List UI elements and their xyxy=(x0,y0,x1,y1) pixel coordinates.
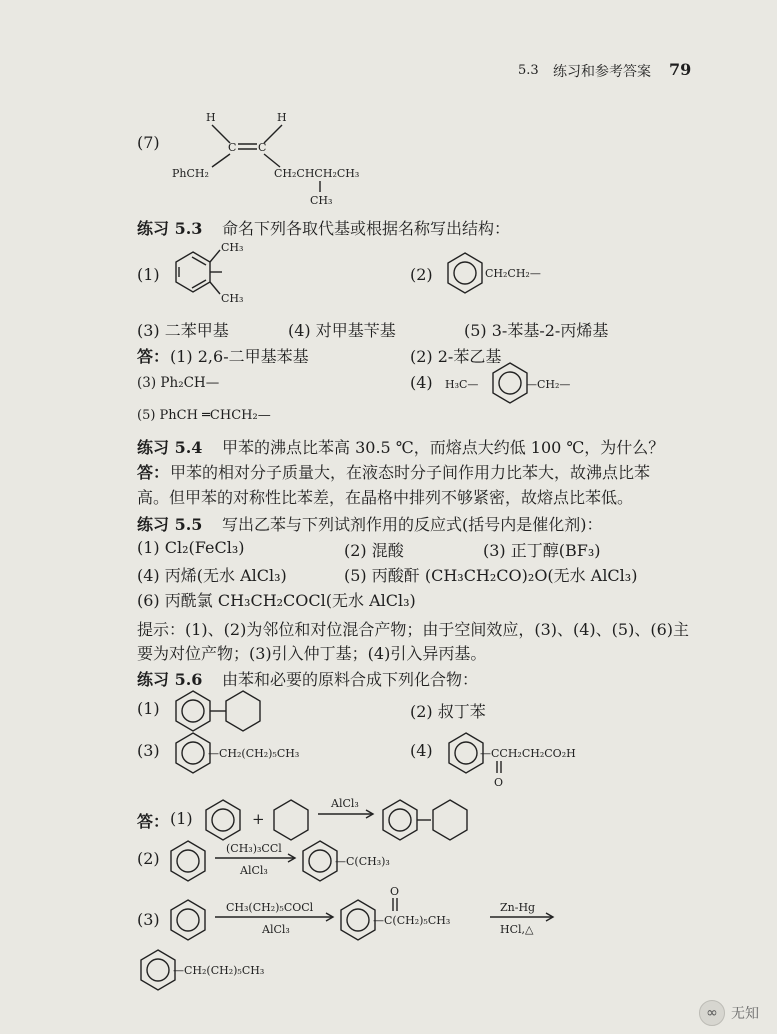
page-number: 79 xyxy=(669,60,692,79)
watermark-logo-icon: ∞ xyxy=(699,1000,725,1026)
ex55-r4: (4) 丙烯(无水 AlCl₃) xyxy=(137,566,287,585)
ex56-a1-plus: + xyxy=(252,810,265,828)
ex55-r3: (3) 正丁醇(BF₃) xyxy=(483,541,601,560)
ex53-q1-me-top: CH₃ xyxy=(221,241,244,254)
ex55-r2: (2) 混酸 xyxy=(344,541,404,560)
ex56-a3-product: —C(CH₂)₅CH₃ xyxy=(373,914,451,927)
ex56-prompt: 由苯和必要的原料合成下列化合物： xyxy=(222,670,479,689)
item7-phch2: PhCH₂ xyxy=(172,167,209,180)
item7-h-left: H xyxy=(206,111,216,124)
ex56-a3-reagent-bot: AlCl₃ xyxy=(262,923,290,936)
item7-label: (7) xyxy=(137,133,160,152)
ex56-q4-chain: —CCH₂CH₂CO₂H xyxy=(480,747,576,760)
ex56-a2-label: (2) xyxy=(137,849,160,868)
ex53-prompt: 命名下列各取代基或根据名称写出结构： xyxy=(222,219,511,238)
ex56-a3-reagent2-bot: HCl,△ xyxy=(500,923,534,936)
ex56-q3-label: (3) xyxy=(137,741,160,760)
item7-chain: CH₂CHCH₂CH₃ xyxy=(274,167,360,180)
ex53-q1-label: (1) xyxy=(137,265,160,284)
ex54-answer-line1: 甲苯的相对分子质量大，在液态时分子间作用力比苯大，故沸点比苯 xyxy=(170,463,651,482)
ex56-a2-reagent-top: (CH₃)₃CCl xyxy=(226,842,282,855)
ex53-a1: (1) 2,6-二甲基苯基 xyxy=(170,347,309,366)
ex55-title: 练习 5.5 xyxy=(137,515,203,534)
ex56-a1-reagent: AlCl₃ xyxy=(331,797,359,810)
ex56-a3-oxygen: O xyxy=(390,885,400,898)
ex56-q2: (2) 叔丁苯 xyxy=(410,702,486,721)
ex56-a3-reagent-top: CH₃(CH₂)₅COCl xyxy=(226,901,314,914)
ex55-r5: (5) 丙酸酐 (CH₃CH₂CO)₂O(无水 AlCl₃) xyxy=(344,566,638,585)
ex53-q3: (3) 二苯甲基 xyxy=(137,321,229,340)
ex56-a2-product: —C(CH₃)₃ xyxy=(335,855,390,868)
ex53-q1-me-bot: CH₃ xyxy=(221,292,244,305)
ex56-q3-chain: —CH₂(CH₂)₅CH₃ xyxy=(208,747,300,760)
item7-h-right: H xyxy=(277,111,287,124)
item7-c1: C xyxy=(228,141,237,154)
ex55-r1: (1) Cl₂(FeCl₃) xyxy=(137,538,245,557)
ex53-a3: (3) Ph₂CH— xyxy=(137,375,220,391)
ex56-a2-reagent-bot: AlCl₃ xyxy=(240,864,268,877)
ex53-q2-label: (2) xyxy=(410,265,433,284)
ex53-q4: (4) 对甲基苄基 xyxy=(288,321,396,340)
running-title: 练习和参考答案 xyxy=(553,64,651,80)
ex56-a3-label: (3) xyxy=(137,910,160,929)
ex53-answer-label: 答： xyxy=(137,347,170,366)
ex53-a4-left: H₃C— xyxy=(445,378,479,391)
ex55-prompt: 写出乙苯与下列试剂作用的反应式(括号内是催化剂)： xyxy=(222,515,603,534)
ex53-a4-label: (4) xyxy=(410,373,433,392)
item7-c2: C xyxy=(258,141,267,154)
ex55-r6: (6) 丙酰氯 CH₃CH₂COCl(无水 AlCl₃) xyxy=(137,591,416,610)
ex53-a5: (5) PhCH ═CHCH₂— xyxy=(137,408,271,423)
ex56-q4-label: (4) xyxy=(410,741,433,760)
watermark xyxy=(699,1000,759,1026)
item7-branch: CH₃ xyxy=(310,194,333,207)
section-number: 5.3 xyxy=(518,63,539,78)
ex53-a2: (2) 2-苯乙基 xyxy=(410,347,502,366)
ex53-q2-chain: CH₂CH₂— xyxy=(485,267,541,280)
ex56-q1-label: (1) xyxy=(137,699,160,718)
ex54-title: 练习 5.4 xyxy=(137,438,203,457)
ex53-a4-right: —CH₂— xyxy=(526,378,571,391)
watermark-text: 无知 xyxy=(731,1006,759,1022)
ex55-hint-line1: 提示：(1)、(2)为邻位和对位混合产物；由于空间效应，(3)、(4)、(5)、(6)主 xyxy=(137,620,689,639)
ex54-prompt: 甲苯的沸点比苯高 30.5 ℃，而熔点大约低 100 ℃，为什么？ xyxy=(222,438,665,457)
ex56-a1-label: (1) xyxy=(170,809,193,828)
ex54-answer-label: 答： xyxy=(137,463,170,482)
ex53-title: 练习 5.3 xyxy=(137,219,203,238)
ex56-a3-final: —CH₂(CH₂)₅CH₃ xyxy=(173,964,265,977)
ex56-q4-oxygen: O xyxy=(494,776,504,789)
ex54-answer-line2: 高。但甲苯的对称性比苯差，在晶格中排列不够紧密，故熔点比苯低。 xyxy=(137,488,634,507)
ex56-answer-label: 答： xyxy=(137,812,170,831)
ex56-a3-reagent2-top: Zn-Hg xyxy=(500,901,536,914)
ex53-q5: (5) 3-苯基-2-丙烯基 xyxy=(464,321,609,340)
ex55-hint-line2: 要为对位产物；(3)引入仲丁基；(4)引入异丙基。 xyxy=(137,644,487,663)
ex56-title: 练习 5.6 xyxy=(137,670,203,689)
